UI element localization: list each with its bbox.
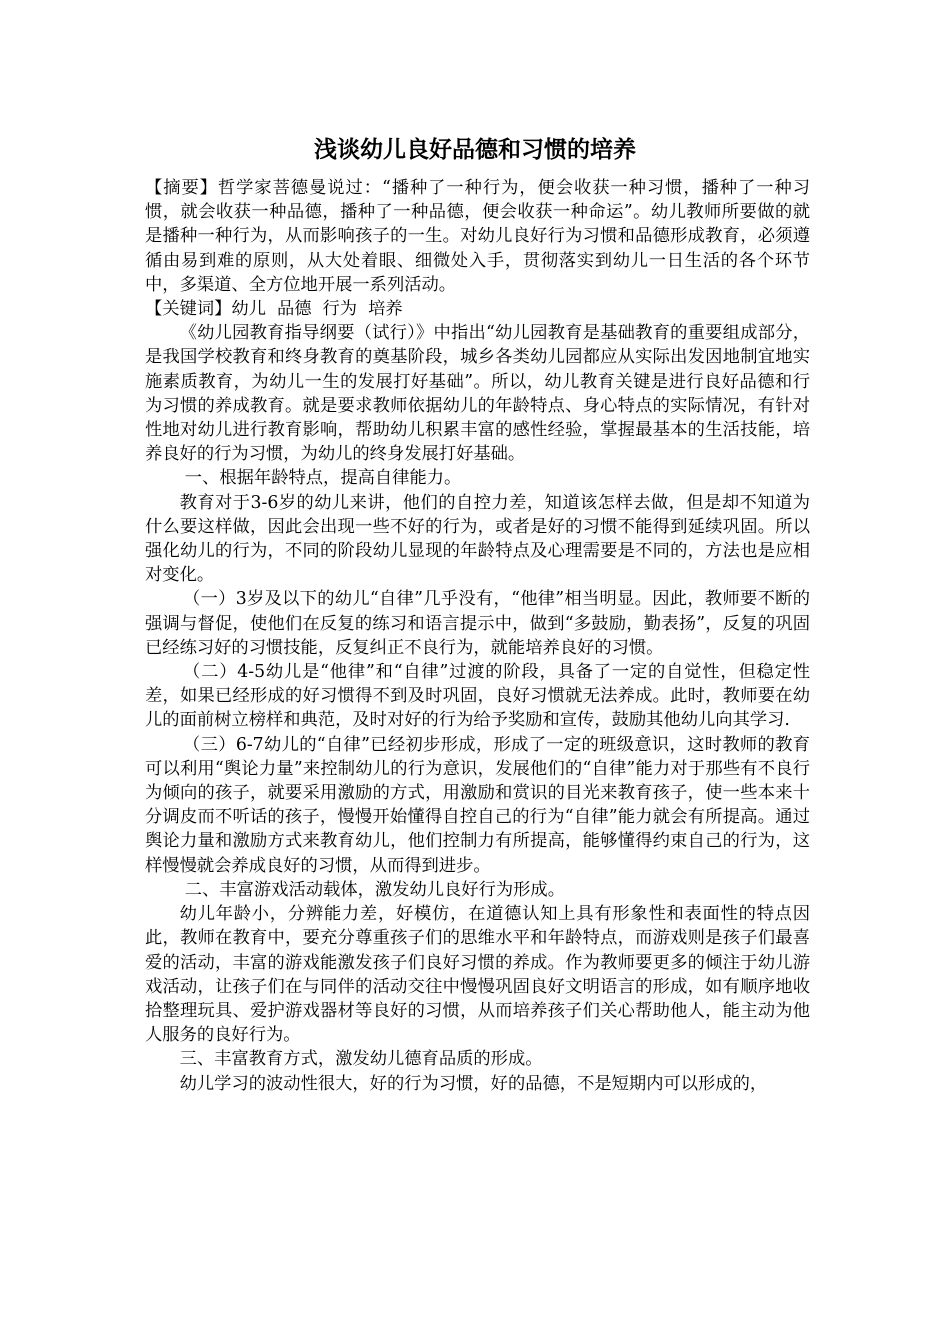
abstract-label: 【摘要】: [145, 178, 218, 198]
abstract-text: 哲学家菩德曼说过：“播种了一种行为，便会收获一种习惯，播种了一种习惯，就会收获一种品德，播种了一种品德，便会收获一种命运”。幼儿教师所要做的就是播种一种行为，从而影响孩子的一生。对幼儿良好行为习惯和品德形成教育，必须遵循由易到难的原则，从大处着眼、细微处入手，贯彻落实到幼儿一日生活的各个环节中，多渠道、全方位地开展一系列活动。: [145, 178, 810, 295]
section-heading-3: 三、丰富教育方式，激发幼儿德育品质的形成。: [179, 1049, 543, 1070]
keywords-paragraph: [145, 297, 810, 321]
intro-paragraph: 《幼儿园教育指导纲要（试行）》中指出“幼儿园教育是基础教育的重要组成部分，是我国学校教育和终身教育的奠基阶段，城乡各类幼儿园都应从实际出发因地制宜地实施素质教育，为幼儿一生的发展打好基础”。所以，幼儿教育关键是进行良好品德和行为习惯的养成教育。就是要求教师依据幼儿的年龄特点、身心特点的实际情况，有针对性地对幼儿进行教育影响，帮助幼儿积累丰富的感性经验，掌握最基本的生活技能，培养良好的行为习惯，为幼儿的终身发展打好基础。: [145, 323, 810, 465]
keywords-text: 幼儿 品德 行为 培养: [231, 299, 403, 320]
subsection-paragraph-1: （一）3岁及以下的幼儿“自律”几乎没有，“他律”相当明显。因此，教师要不断的强调与督促，使他们在反复的练习和语言提示中，做到“多鼓励，勤表扬”，反复的巩固已经练习好的习惯技能，反复纠正不良行为，就能培养良好的习惯。: [145, 589, 810, 658]
body-paragraph: 幼儿学习的波动性很大，好的行为习惯，好的品德，不是短期内可以形成的，: [179, 1073, 768, 1094]
abstract-paragraph: [145, 176, 810, 297]
subsection-paragraph-2: （二）4-5幼儿是“他律”和“自律”过渡的阶段，具备了一定的自觉性，但稳定性差，如果已经形成的好习惯得不到及时巩固，良好习惯就无法养成。此时，教师要在幼儿的面前树立榜样和典范，及时对好的行为给予奖励和宣传，鼓励其他幼儿向其学习.: [145, 662, 810, 731]
body-paragraph: 教育对于3-6岁的幼儿来讲，他们的自控力差，知道该怎样去做，但是却不知道为什么要这样做，因此会出现一些不好的行为，或者是好的习惯不能得到延续巩固。所以强化幼儿的行为，不同的阶段幼儿显现的年龄特点及心理需要是不同的，方法也是应相对变化。: [145, 492, 810, 586]
body-paragraph: 幼儿年龄小，分辨能力差，好模仿，在道德认知上具有形象性和表面性的特点因此，教师在教育中，要充分尊重孩子们的思维水平和年龄特点，而游戏则是孩子们最喜爱的活动，丰富的游戏能激发孩子们良好习惯的养成。作为教师要更多的倾注于幼儿游戏活动，让孩子们在与同伴的活动交往中慢慢巩固良好文明语言的形成，如有顺序地收拾整理玩具、爱护游戏器材等良好的习惯，从而培养孩子们关心帮助他人，能主动为他人服务的良好行为。: [145, 904, 810, 1046]
keywords-label: 【关键词】: [145, 299, 232, 320]
document-title: 浅谈幼儿良好品德和习惯的培养: [314, 136, 636, 163]
section-heading-1: 一、根据年龄特点，提高自律能力。: [184, 468, 462, 489]
section-heading-2: 二、丰富游戏活动载体，激发幼儿良好行为形成。: [184, 879, 565, 900]
subsection-paragraph-3: （三）6-7幼儿的“自律”已经初步形成，形成了一定的班级意识，这时教师的教育可以利用“舆论力量”来控制幼儿的行为意识，发展他们的“自律”能力对于那些有不良行为倾向的孩子，就要采用激励的方式，用激励和赏识的目光来教育孩子，使一些本来十分调皮而不听话的孩子，慢慢开始懂得自控自己的行为“自律”能力就会有所提高。通过舆论力量和激励方式来教育幼儿，他们控制力有所提高，能够懂得约束自己的行为，这样慢慢就会养成良好的习惯，从而得到进步。: [145, 734, 810, 876]
document-body: [145, 176, 810, 1096]
